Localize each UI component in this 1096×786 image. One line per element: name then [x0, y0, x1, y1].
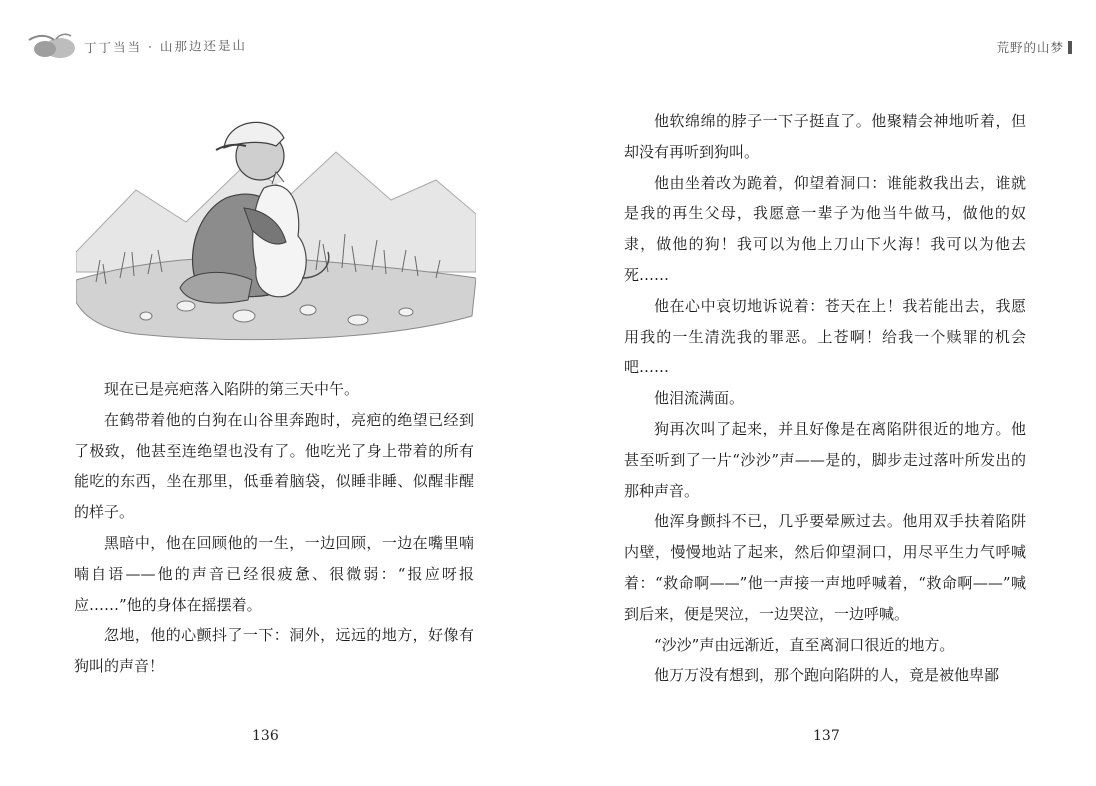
series-title: 丁丁当当 · 山那边还是山: [83, 37, 248, 56]
paragraph: 他浑身颤抖不已，几乎要晕厥过去。他用双手扶着陷阱内壁，慢慢地站了起来，然后仰望洞口，用尽平生力气呼喊着：“救命啊——”他一声接一声地呼喊着，“救命啊——”喊到后来，便是哭泣，一边哭泣，一边呼喊。: [624, 512, 1026, 623]
paragraph: 在鹤带着他的白狗在山谷里奔跑时，亮疤的绝望已经到了极致，他甚至连绝望也没有了。他吃光了身上带着的所有能吃的东西，坐在那里，低垂着脑袋，似睡非睡、似醒非醒的样子。: [74, 410, 474, 522]
chapter-bar-icon: [1068, 41, 1072, 54]
right-page-text: [624, 106, 1026, 691]
paragraph: 他泪流满面。: [654, 389, 745, 408]
right-page: [548, 0, 1096, 786]
paragraph: 他万万没有想到，那个跑向陷阱的人，竟是被他卑鄙: [654, 666, 1000, 685]
paragraph: 忽地，他的心颤抖了一下：洞外，远远的地方，好像有狗叫的声音！: [74, 626, 474, 676]
paragraph: 他软绵绵的脖子一下子挺直了。他聚精会神地听着，但却没有再听到狗叫。: [624, 112, 1026, 161]
paragraph: 黑暗中，他在回顾他的一生，一边回顾，一边在嘴里喃喃自语——他的声音已经很疲惫、很微弱：“报应呀报应……”他的身体在摇摆着。: [74, 533, 474, 614]
paragraph: “沙沙”声由远渐近，直至离洞口很近的地方。: [654, 635, 955, 654]
chapter-title-text: 荒野的山梦: [996, 40, 1064, 55]
page-number-left: 136: [252, 728, 279, 744]
boy-hugging-dog-illustration: [76, 102, 476, 354]
paragraph: 他由坐着改为跪着，仰望着洞口：谁能救我出去，谁就是我的再生父母，我愿意一辈子为他当牛做马，做他的奴隶，做他的狗！我可以为他上刀山下火海！我可以为他去死……: [624, 173, 1026, 284]
paragraph: 他在心中哀切地诉说着：苍天在上！我若能出去，我愿用我的一生清洗我的罪恶。上苍啊！给我一个赎罪的机会吧……: [624, 296, 1026, 377]
paragraph: 狗再次叫了起来，并且好像是在离陷阱很近的地方。他甚至听到了一片“沙沙”声——是的，脚步走过落叶所发出的那种声音。: [624, 419, 1026, 500]
gourd-logo-icon: [26, 30, 78, 60]
chapter-title: [996, 38, 1072, 56]
left-page-text: [74, 374, 474, 682]
page-number-right: 137: [813, 728, 840, 744]
paragraph: 现在已是亮疤落入陷阱的第三天中午。: [104, 380, 360, 398]
